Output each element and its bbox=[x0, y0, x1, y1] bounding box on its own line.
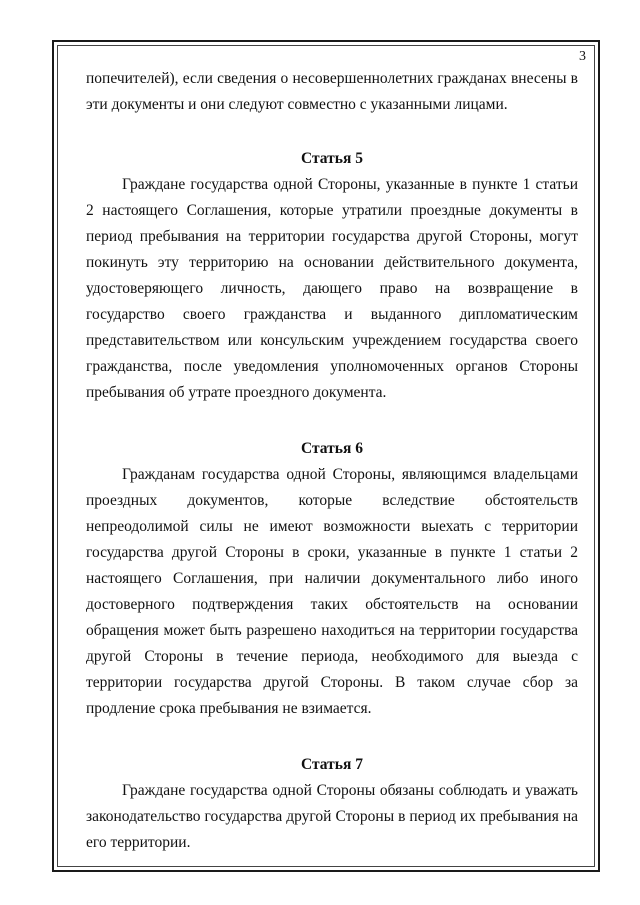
page-number: 3 bbox=[579, 49, 586, 64]
article-5-title: Статья 5 bbox=[301, 150, 363, 167]
article-7 bbox=[86, 752, 578, 856]
article-6-text: Гражданам государства одной Стороны, являющимся владельцами проездных документов, которые вследствие обстоятельств непреодолимой силы не имеют возможности выехать с территории государства другой Стороны в сроки, указанные в пункте 1 статьи 2 настоящего Соглашения, при наличии документального либо иного достоверного подтверждения таких обстоятельств на основании обращения может быть разрешено находиться на территории государства другой Стороны в течение периода, необходимого для выезда с территории государства другой Стороны. В таком случае сбор за продление срока пребывания не взимается. bbox=[86, 466, 578, 717]
intro-paragraph: попечителей), если сведения о несовершеннолетних гражданах внесены в эти документы и они следуют совместно с указанными лицами. bbox=[86, 70, 578, 113]
document-body bbox=[86, 66, 578, 856]
article-7-title: Статья 7 bbox=[301, 756, 363, 773]
article-5-text: Граждане государства одной Стороны, указанные в пункте 1 статьи 2 настоящего Соглашения, которые утратили проездные документы в период пребывания на территории государства другой Стороны, могут покинуть эту территорию на основании действительного документа, удостоверяющего личность, дающего право на возвращение в государство своего гражданства и выданного дипломатическим представительством или консульским учреждением государства своего гражданства, после уведомления уполномоченных органов Стороны пребывания об утрате проездного документа. bbox=[86, 176, 578, 401]
article-6 bbox=[86, 436, 578, 722]
article-7-text: Граждане государства одной Стороны обязаны соблюдать и уважать законодательство государства другой Стороны в период их пребывания на его территории. bbox=[86, 782, 578, 851]
article-6-title: Статья 6 bbox=[301, 440, 363, 457]
article-5 bbox=[86, 146, 578, 406]
